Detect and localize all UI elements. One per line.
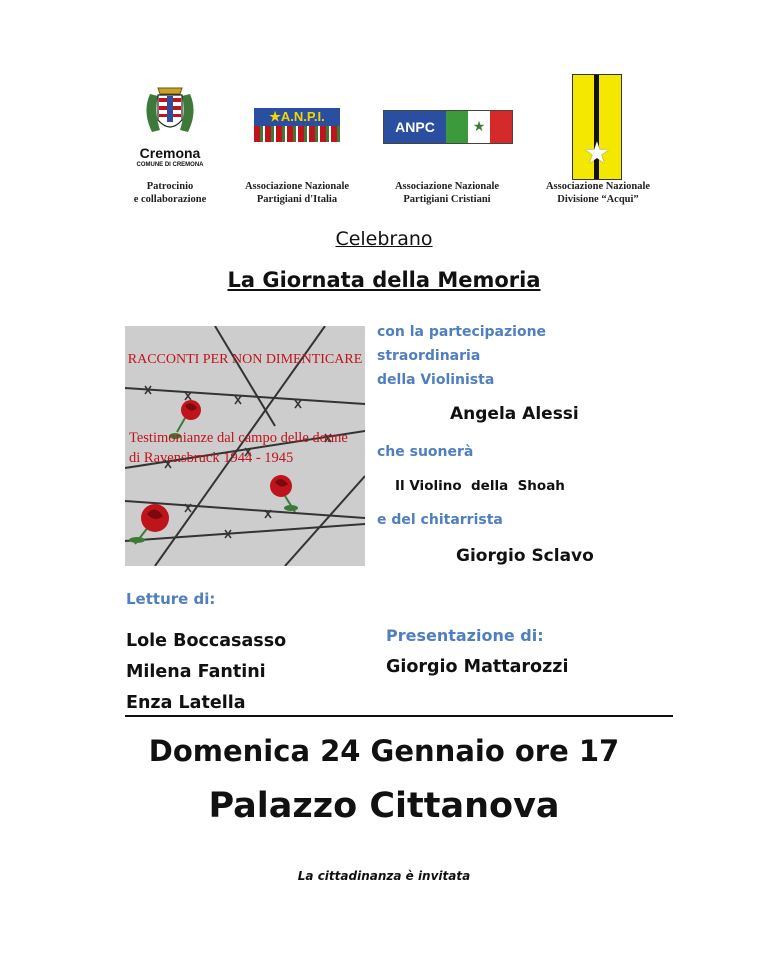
anpi-logo-name: A.N.P.I. [280,109,325,124]
anpi-caption: Associazione Nazionale Partigiani d'Italia [244,181,350,205]
invitation-note: La cittadinanza è invitata [297,869,471,883]
poster-line-3: di Ravensbruck 1944 - 1945 [129,450,294,466]
piece-title: Il Violino della Shoah [395,478,565,494]
anpc-logo-name: ANPC [384,111,446,143]
intro-text: con la partecipazione straordinaria della Violinista [377,324,547,388]
event-date: Domenica 24 Gennaio ore 17 [148,734,620,768]
reader-name: Milena Fantini [126,662,266,682]
presentation-label: Presentazione di: [386,626,544,645]
poster-line-1: RACCONTI PER NON DIMENTICARE [127,352,363,367]
star-icon: ★ [269,109,281,124]
poster-image [125,326,365,566]
reader-name: Lole Boccasasso [126,631,287,651]
guitar-intro-text: e del chitarrista [377,512,503,528]
acqui-caption: Associazione Nazionale Divisione “Acqui” [545,181,651,205]
reader-name: Enza Latella [126,693,246,713]
celebrano-heading: Celebrano [335,228,433,250]
violinist-name: Angela Alessi [450,404,579,424]
cremona-logo [120,82,220,172]
cremona-caption: Patrocinio e collaborazione [133,181,207,205]
anpi-ribbon [254,126,340,142]
divider [125,715,673,717]
plays-text: che suonerà [377,444,474,460]
acqui-logo [572,74,622,180]
cremona-logo-name: Cremona [139,145,201,161]
page-title: La Giornata della Memoria [227,268,541,292]
anpc-logo [383,110,513,144]
readers-list [126,626,286,719]
cremona-crest-icon [120,82,220,142]
star-icon: ★ [583,136,611,171]
presenter-name: Giorgio Mattarozzi [386,657,569,677]
anpc-caption: Associazione Nazionale Partigiani Cristiani [394,181,500,205]
guitarist-name: Giorgio Sclavo [456,546,594,566]
poster-line-2: Testimonianze dal campo delle donne [129,430,348,446]
readings-label: Letture di: [126,590,216,608]
anpi-logo [254,108,340,142]
star-icon: ★ [468,111,490,143]
rose-icon [270,475,298,512]
event-venue: Palazzo Cittanova [208,786,560,826]
cremona-logo-sub: COMUNE DI CREMONA [136,162,204,168]
